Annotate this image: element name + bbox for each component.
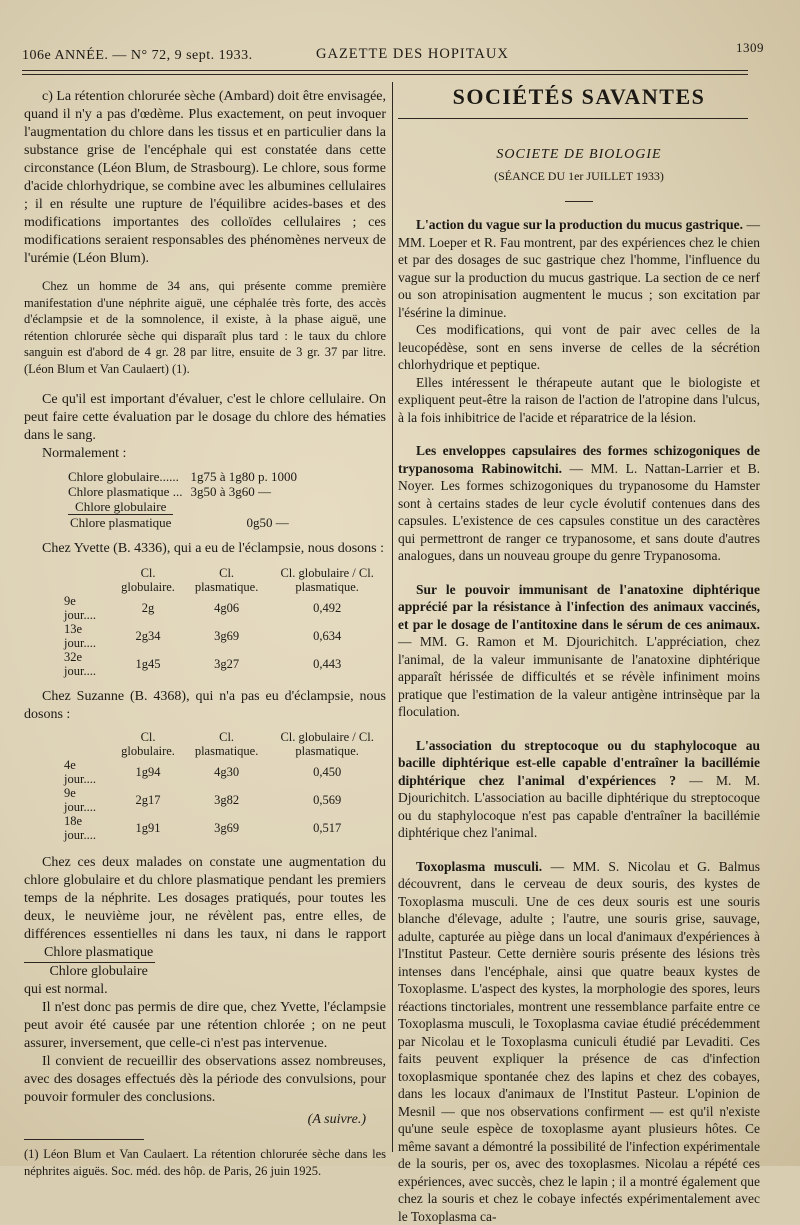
report-text: Ces modifications, qui vont de pair avec celles de la leucopédèse, sont en sens inverse de celles de la sécrétion chlorhydrique et peptique. <box>398 322 760 372</box>
report-title: L'action du vague sur la production du mucus gastrique. <box>416 217 743 232</box>
report-item <box>398 321 760 374</box>
day-cell: 18e jour.... <box>64 814 111 842</box>
session-date: (SÉANCE DU 1er JUILLET 1933) <box>398 168 760 186</box>
ratio-fraction-cell <box>64 499 186 530</box>
table-row <box>64 484 301 499</box>
journal-title: GAZETTE DES HOPITAUX <box>316 46 509 63</box>
column-header: Cl. globulaire / Cl. plasmatique. <box>268 566 386 594</box>
footnote-rule <box>24 1139 144 1140</box>
column-header: Cl. globulaire. <box>111 730 185 758</box>
report-item <box>398 442 760 565</box>
table-cell: 2g <box>111 594 185 622</box>
value-label: Chlore plasmatique ... <box>64 484 186 499</box>
short-rule <box>565 201 593 202</box>
paragraph-evaluation: Ce qu'il est important d'évaluer, c'est le chlore cellulaire. On peut faire cette évaluation par le dosage du chlore des hématies dans le sang. <box>24 391 386 445</box>
table-cell: 0,634 <box>268 622 386 650</box>
report-title: Les enveloppes capsulaires des formes schizogoniques de trypanosoma Rabinowitchi. <box>398 443 760 476</box>
report-text: — MM. S. Nicolau et G. Balmus découvrent, dans le cerveau de deux souris, des kystes de Toxoplasma musculi. Une de ces deux souris est une souris blanche d'élevage, adulte ; l'autre, une souris grise, sauvage, adulte, capturée au piège dans un local d'animaux d'expériences à l'Institut Pasteur. Cette dernière souris présente des lésions très intenses dans l'encéphale, ainsi que quatre beaux kystes de Toxoplasme. L'aspect des kystes, la morphologie des spores, leurs réactions tinctoriales, montrent une ressemblance parfaite entre ce Toxoplasma musculi, le Toxoplasma caviae étudié précédemment par Nicolau et le Toxoplasma cuniculi étudié par Levaditi. Ces faits peuvent expliquer la présence de cas d'infection toxoplasmique spontanée chez des lapins et chez des cobayes, dans les locaux d'animaux de l'Institut Pasteur. L'opinion de Mesnil — que nos observations confirment — est qu'il n'existe qu'une seule espèce de toxoplasme ayant plusieurs hôtes. Ce même savant a démontré la possibilité de l'infection expérimentale de la souris, per os, avec des toxoplasmes. Nicolau a répété ces expériences, avec succès, chez le lapin ; il a montré également que chez la souris et chez le cobaye infectés expérimentalement avec le Toxoplasma ca- <box>398 859 760 1224</box>
column-header: Cl. plasmatique. <box>185 730 268 758</box>
paragraph-conclusion-a <box>24 854 386 981</box>
column-header: Cl. globulaire. <box>111 566 185 594</box>
table-cell: 1g94 <box>111 758 185 786</box>
fraction-numerator: Chlore plasmatique <box>24 944 155 963</box>
report-title: Sur le pouvoir immunisant de l'anatoxine diphtérique apprécié par la résistance à l'infection des animaux vaccinés, et par le dosage de l'antitoxine dans le sérum de ces animaux. <box>398 582 760 632</box>
day-cell: 9e jour.... <box>64 594 111 622</box>
footnote: (1) Léon Blum et Van Caulaert. La rétention chlorurée sèche dans les néphrites aiguës. Soc. méd. des hôp. de Paris, 26 juin 1925. <box>24 1146 386 1179</box>
fraction-denominator: Chlore plasmatique <box>68 515 173 530</box>
report-text: Elles intéressent le thérapeute autant que le biologiste et expliquent peut-être la raison de l'action de l'atropine dans l'ulcus, à la fois inhibitrice de l'acide et réparatrice de la lésion. <box>398 375 760 425</box>
table-cell: 1g45 <box>111 650 185 678</box>
empty-header <box>64 566 111 594</box>
ratio-fraction <box>68 499 173 530</box>
table-cell: 4g30 <box>185 758 268 786</box>
report-text: — MM. Loeper et R. Fau montrent, par des expériences chez le chien et par des dosages de suc gastrique chez l'homme, l'influence du vague sur la production du mucus gastrique. La section de ce nerf ou son atropinisation augmentent le mucus ; son excitation par l'ésérine la diminue. <box>398 217 760 320</box>
fraction-numerator: Chlore globulaire <box>68 499 173 515</box>
section-title: SOCIÉTÉS SAVANTES <box>398 82 760 114</box>
header-rule-2 <box>22 74 748 75</box>
table-cell: 2g17 <box>111 786 185 814</box>
paragraph-suzanne: Chez Suzanne (B. 4368), qui n'a pas eu d'éclampsie, nous dosons : <box>24 688 386 724</box>
table-cell: 0,569 <box>268 786 386 814</box>
table-cell: 3g69 <box>185 814 268 842</box>
table-cell: 4g06 <box>185 594 268 622</box>
report-text: — MM. L. Nattan-Larrier et B. Noyer. Les formes schizogoniques du trypanosome du Hamster sont à certains stades de leur cycle évolutif contenues dans des capsules. L'existence de ces capsules constitue un des caractères qui permettront de ranger ce trypanosome, et sans doute d'autres analogues, dans un nouveau groupe du genre Trypanosoma. <box>398 461 760 564</box>
right-column <box>398 82 760 1152</box>
report-item <box>398 216 760 321</box>
table-row <box>64 758 386 786</box>
day-cell: 4e jour.... <box>64 758 111 786</box>
report-item <box>398 374 760 427</box>
table-cell: 0,492 <box>268 594 386 622</box>
column-divider <box>392 82 393 1152</box>
table-row <box>64 594 386 622</box>
table-cell: 2g34 <box>111 622 185 650</box>
paragraph-retention: c) La rétention chlorurée sèche (Ambard) doit être envisagée, quand il n'y a pas d'œdème. Plus exactement, on peut invoquer l'augmentation du chlore dans les tissus et en particulier dans la substance grise de l'encéphale qui est constatée dans cette circonstance (Léon Blum, de Strasbourg). Le chlore, sous forme d'acide chlorhydrique, se combine avec les albumines cellulaires ; il en résulte une rupture de l'équilibre acides-bases et des modifications importantes des colloïdes cellulaires ; ces modifications seraient responsables des phénomènes nerveux de l'urémie (Léon Blum). <box>24 88 386 268</box>
table-cell: 0,450 <box>268 758 386 786</box>
table-cell: 3g82 <box>185 786 268 814</box>
yvette-table <box>64 566 386 678</box>
issue-info: 106e ANNÉE. — N° 72, 9 sept. 1933. <box>22 48 253 64</box>
normal-label: Normalement : <box>24 445 386 463</box>
suzanne-table <box>64 730 386 842</box>
society-title: SOCIETE DE BIOLOGIE <box>398 146 760 164</box>
report-item <box>398 737 760 842</box>
page-header <box>20 40 760 66</box>
ratio-fraction <box>24 944 155 981</box>
table-row <box>64 650 386 678</box>
paragraph-recommendation: Il convient de recueillir des observations assez nombreuses, avec des dosages effectués dès la période des convulsions, pour pouvoir formuler des conclusions. <box>24 1053 386 1107</box>
table-header-row <box>64 730 386 758</box>
column-header: Cl. plasmatique. <box>185 566 268 594</box>
paragraph-normal: qui est normal. <box>24 981 386 999</box>
value-cell: 3g50 à 3g60 — <box>186 484 301 499</box>
section-rule <box>398 118 748 119</box>
value-cell: 0g50 — <box>186 499 301 530</box>
fraction-denominator: Chlore globulaire <box>24 963 155 981</box>
to-be-continued: (A suivre.) <box>24 1111 386 1129</box>
table-row <box>64 469 301 484</box>
report-item <box>398 858 760 1225</box>
day-cell: 9e jour.... <box>64 786 111 814</box>
paragraph-yvette-eclampsie: Il n'est donc pas permis de dire que, chez Yvette, l'éclampsie peut avoir été causée par une rétention chlorée ; on ne peut assurer, inversement, que celle-ci n'est pas intervenue. <box>24 999 386 1053</box>
conclusion-text: Chez ces deux malades on constate une augmentation du chlore globulaire et du chlore plasmatique pendant les premiers temps de la néphrite. Les dosages pratiqués, pour toutes les deux, le neuvième jour, ne révèlent pas, entre elles, de différences essentielles ni dans les taux, ni dans le rapport <box>24 855 386 942</box>
table-cell: 0,517 <box>268 814 386 842</box>
normal-values-table <box>64 469 301 530</box>
day-cell: 13e jour.... <box>64 622 111 650</box>
empty-header <box>64 730 111 758</box>
report-title: L'association du streptocoque ou du staphylocoque au bacille diphtérique est-elle capable d'entraîner la bacillémie diphtérique chez l'animal d'expériences ? <box>398 738 760 788</box>
table-row <box>64 499 301 530</box>
header-rule <box>22 70 748 71</box>
report-title: Toxoplasma musculi. <box>416 859 542 874</box>
column-header: Cl. globulaire / Cl. plasmatique. <box>268 730 386 758</box>
report-text: — M. M. Djourichitch. L'association au bacille diphtérique du streptocoque ou du staphylocoque n'est pas capable d'entraîner la bacillémie diphtérique chez l'animal. <box>398 773 760 841</box>
table-cell: 3g27 <box>185 650 268 678</box>
paragraph-case: Chez un homme de 34 ans, qui présente comme première manifestation d'une néphrite aiguë, une céphalée très forte, des accès d'éclampsie et de la somnolence, il existe, à la phase aiguë, une rétention chlorurée sèche qui disparaît plus tard : le taux du chlore sanguin est d'abord de 4 gr. 28 par litre, ensuite de 3 gr. 37 par litre. (Léon Blum et Van Caulaert) (1). <box>24 278 386 377</box>
table-cell: 0,443 <box>268 650 386 678</box>
table-row <box>64 786 386 814</box>
value-label: Chlore globulaire...... <box>64 469 186 484</box>
value-cell: 1g75 à 1g80 p. 1000 <box>186 469 301 484</box>
table-cell: 3g69 <box>185 622 268 650</box>
left-column <box>24 82 386 1152</box>
table-cell: 1g91 <box>111 814 185 842</box>
paragraph-yvette: Chez Yvette (B. 4336), qui a eu de l'éclampsie, nous dosons : <box>24 540 386 558</box>
table-row <box>64 814 386 842</box>
report-text: — MM. G. Ramon et M. Djourichitch. L'appréciation, chez l'animal, de la valeur immunisante de l'anatoxine diphtérique apparaît hérissée de difficultés et se révèle infiniment moins pratique que l'estimation de la valeur antigène intrinsèque par la floculation. <box>398 634 760 719</box>
day-cell: 32e jour.... <box>64 650 111 678</box>
report-item <box>398 581 760 721</box>
table-row <box>64 622 386 650</box>
page-number: 1309 <box>736 40 764 56</box>
table-header-row <box>64 566 386 594</box>
